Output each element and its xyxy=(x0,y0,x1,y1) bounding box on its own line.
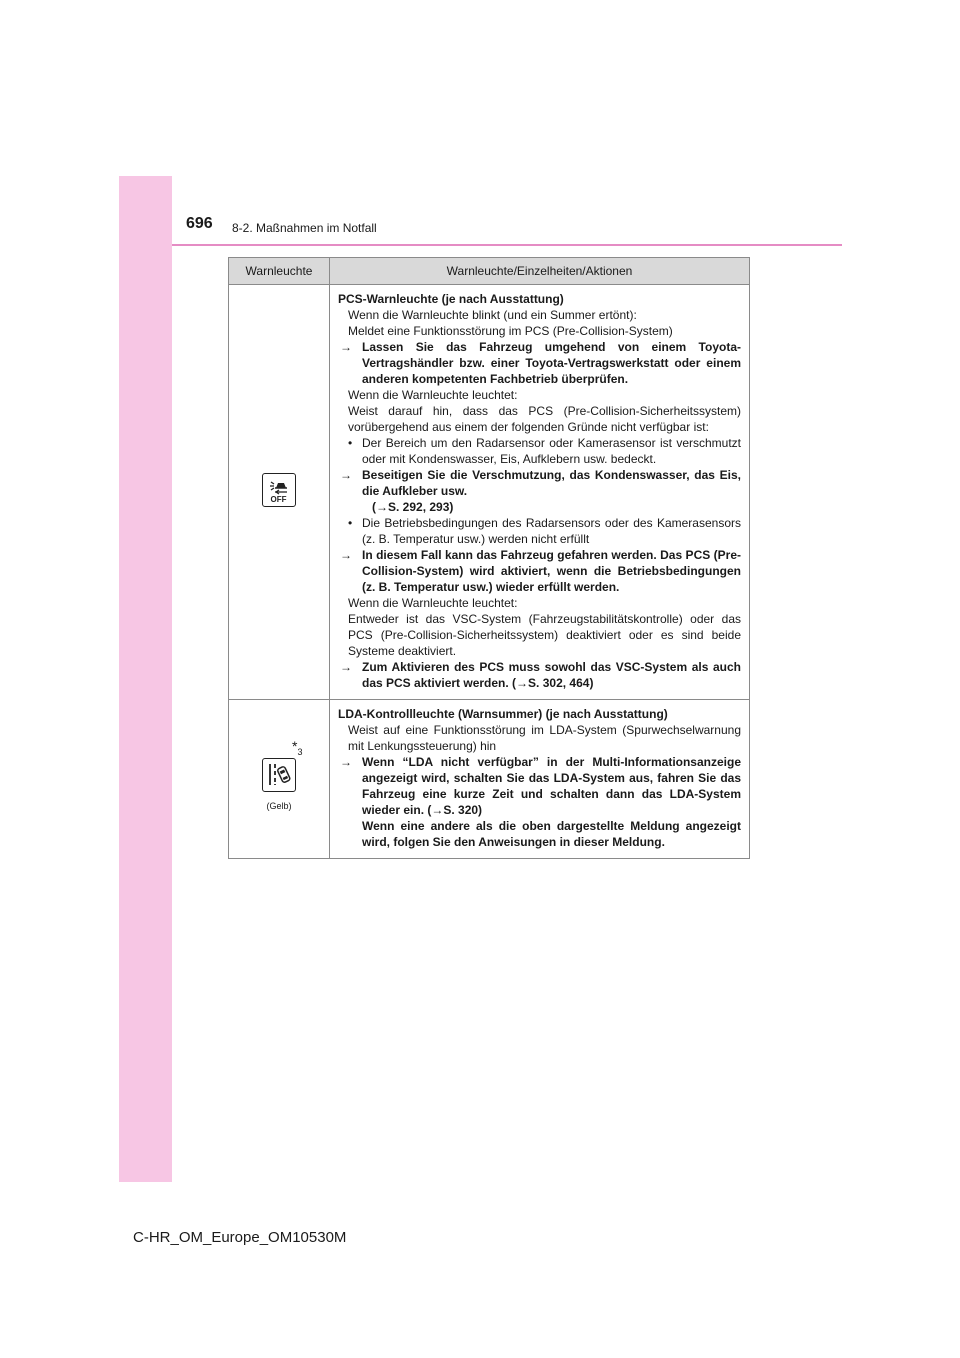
column-header-details: Warnleuchte/Einzelheiten/Aktionen xyxy=(330,258,750,285)
arrow-icon: → xyxy=(340,755,352,769)
column-header-warnleuchte: Warnleuchte xyxy=(229,258,330,285)
item-title: PCS-Warnleuchte (je nach Ausstattung) xyxy=(338,292,564,306)
arrow-icon: → xyxy=(340,548,352,562)
sidebar-tab xyxy=(119,176,172,1182)
bullet-item: • Der Bereich um den Radarsensor oder Kamerasensor ist verschmutzt oder mit Kondenswasser, Eis, Aufklebern usw. bedeckt. xyxy=(348,436,741,466)
details-cell xyxy=(330,700,750,859)
action-item: → Beseitigen Sie die Verschmutzung, das Kondenswasser, das Eis, die Aufkleber usw. xyxy=(340,468,741,498)
bullet-item: • Die Betriebsbedingungen des Radarsensors oder des Kamerasensors (z. B. Temperatur usw.) werden nicht erfüllt xyxy=(348,516,741,546)
action-item: Wenn eine andere als die oben dargestellte Meldung angezeigt wird, folgen Sie den Anweisungen in dieser Meldung. xyxy=(362,819,741,849)
icon-caption: (Gelb) xyxy=(266,801,292,811)
icon-cell xyxy=(229,285,330,700)
header-rule xyxy=(172,244,842,246)
arrow-icon: → xyxy=(340,340,352,354)
footnote-marker: $*_3$ xyxy=(292,738,303,757)
action-item: → Lassen Sie das Fahrzeug umgehend von einem Toyota-Vertragshändler bzw. einer Toyota-Vertragswerkstatt oder einem anderen kompetenten Fachbetrieb überprüfen. xyxy=(340,340,741,386)
page-reference: (→S. 292, 293) xyxy=(372,500,454,514)
pcs-off-icon xyxy=(262,473,296,507)
warning-light-table xyxy=(228,257,750,859)
action-item: → Wenn “LDA nicht verfügbar” in der Multi-Informationsanzeige angezeigt wird, schalten Sie das LDA-System aus, fahren Sie das Fahrzeug eine kurze Zeit und schalten dann das LDA-System wieder ein. (→S. 320) xyxy=(340,755,741,817)
table-header-row xyxy=(229,258,750,285)
bullet-icon: • xyxy=(348,516,353,530)
svg-text:OFF: OFF xyxy=(270,495,287,504)
action-item: → Zum Aktivieren des PCS muss sowohl das VSC-System als auch das PCS aktiviert werden. (→S. 302, 464) xyxy=(340,660,741,690)
condition-text: Wenn die Warnleuchte leuchtet: xyxy=(348,596,518,610)
arrow-icon: → xyxy=(340,660,352,674)
page-number: 696 xyxy=(186,215,213,232)
description-text: Weist darauf hin, dass das PCS (Pre-Collision-Sicherheitssystem) vorübergehend aus einem der folgenden Gründe nicht verfügbar ist: xyxy=(348,404,741,434)
table-row xyxy=(229,700,750,859)
bullet-icon: • xyxy=(348,436,353,450)
arrow-icon: → xyxy=(340,468,352,482)
action-item: → In diesem Fall kann das Fahrzeug gefahren werden. Das PCS (Pre-Collision-System) wird aktiviert, wenn die Betriebsbedingungen (z. B. Temperatur usw.) wieder erfüllt werden. xyxy=(340,548,741,594)
table-row xyxy=(229,285,750,700)
description-text: Entweder ist das VSC-System (Fahrzeugstabilitätskontrolle) oder das PCS (Pre-Collision-Sicherheitssystem) deaktiviert oder es sind beide Systeme deaktiviert. xyxy=(348,612,741,658)
condition-text: Wenn die Warnleuchte blinkt (und ein Summer ertönt): xyxy=(348,308,637,322)
lda-indicator-icon xyxy=(262,758,296,792)
description-text: Meldet eine Funktionsstörung im PCS (Pre-Collision-System) xyxy=(348,324,673,338)
details-cell xyxy=(330,285,750,700)
section-title: 8-2. Maßnahmen im Notfall xyxy=(232,221,377,235)
condition-text: Wenn die Warnleuchte leuchtet: xyxy=(348,388,518,402)
icon-cell xyxy=(229,700,330,859)
description-text: Weist auf eine Funktionsstörung im LDA-System (Spurwechselwarnung mit Lenkungssteuerung) hin xyxy=(348,723,741,753)
item-title: LDA-Kontrollleuchte (Warnsummer) (je nach Ausstattung) xyxy=(338,707,668,721)
footer-document-id: C-HR_OM_Europe_OM10530M xyxy=(133,1229,347,1246)
